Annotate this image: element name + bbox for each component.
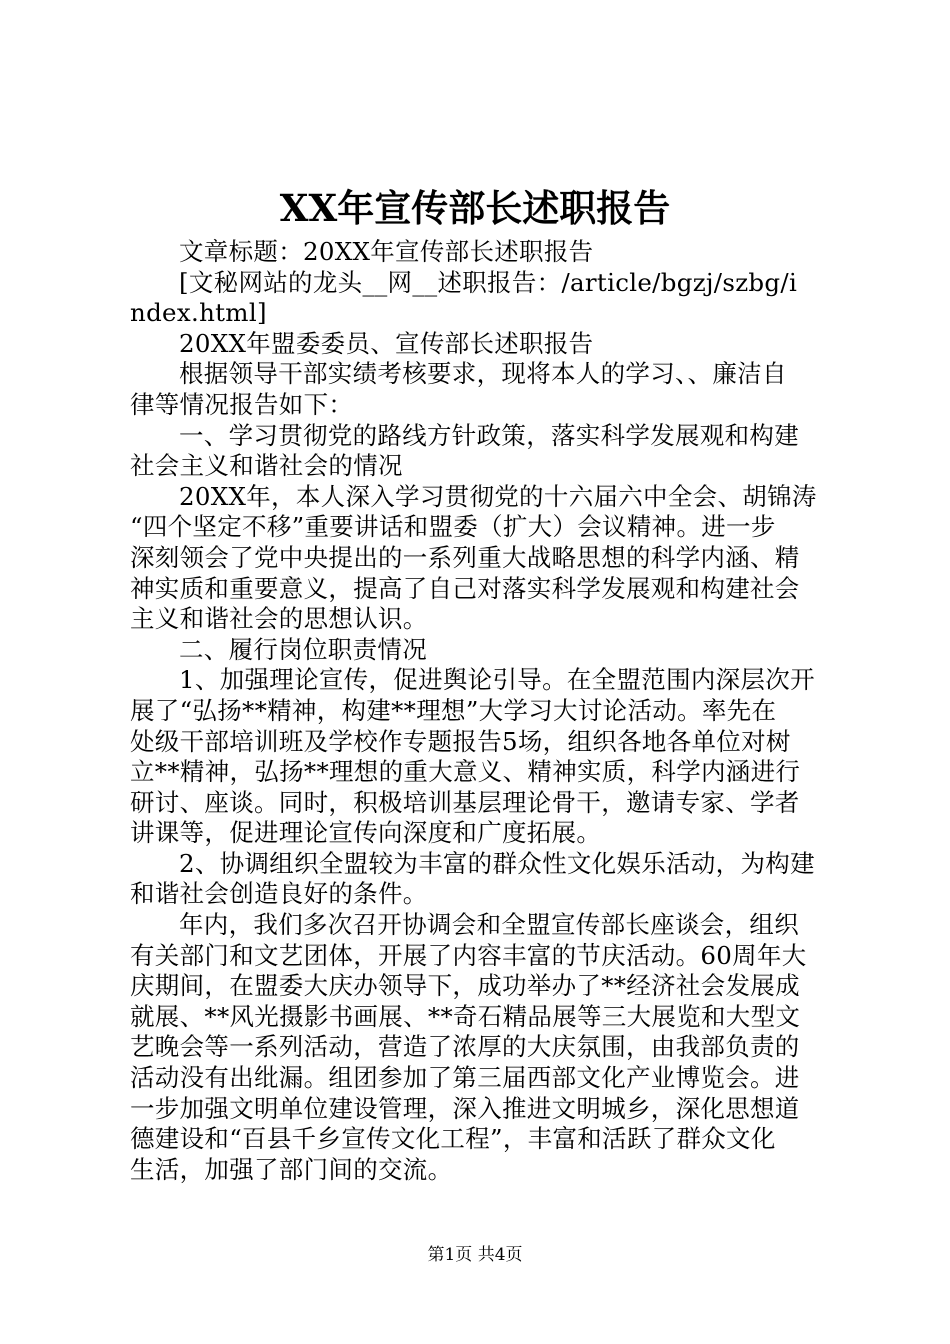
paragraph-line: 处级干部培训班及学校作专题报告5场，组织各地各单位对树 [130,726,791,756]
paragraph-line: 和谐社会创造良好的条件。 [130,879,428,909]
paragraph-line: 展了“弘扬**精神，构建**理想”大学习大讨论活动。率先在 [130,695,777,725]
paragraph-line: 就展、**风光摄影书画展、**奇石精品展等三大展览和大型文 [130,1001,801,1031]
section-heading-line: 二、履行岗位职责情况 [179,634,427,664]
paragraph-line: 德建设和“百县千乡宣传文化工程”，丰富和活跃了群众文化 [130,1124,776,1154]
document-body [130,237,830,1185]
paragraph-line: 主义和谐社会的思想认识。 [130,604,428,634]
paragraph-line: 神实质和重要意义，提高了自己对落实科学发展观和构建社会 [130,573,800,603]
page-footer: 第1页 共4页 [427,1245,523,1265]
paragraph-line: 20XX年，本人深入学习贯彻党的十六届六中全会、胡锦涛 [179,481,817,511]
paragraph-line: 生活，加强了部门间的交流。 [130,1154,453,1184]
paragraph-line: 立**精神，弘扬**理想的重大意义、精神实质，科学内涵进行 [130,757,801,787]
paragraph-line: 艺晚会等一系列活动，营造了浓厚的大庆氛围，由我部负责的 [130,1032,800,1062]
paragraph-line: 2、协调组织全盟较为丰富的群众性文化娱乐活动，为构建 [179,848,815,878]
paragraph-line: 深刻领会了党中央提出的一系列重大战略思想的科学内涵、精 [130,542,800,572]
paragraph-line: 1、加强理论宣传，促进舆论引导。在全盟范围内深层次开 [179,665,815,695]
document-title: XX年宣传部长述职报告 [279,186,671,230]
paragraph-line: 研讨、座谈。同时，积极培训基层理论骨干，邀请专家、学者 [130,787,800,817]
paragraph-line: 活动没有出纰漏。组团参加了第三届西部文化产业博览会。进 [130,1063,800,1093]
section-heading-line-cont: 社会主义和谐社会的情况 [130,451,403,481]
section-heading-line: 一、学习贯彻党的路线方针政策，落实科学发展观和构建 [179,420,799,450]
subtitle-line: 20XX年盟委委员、宣传部长述职报告 [179,328,594,358]
paragraph-line: 一步加强文明单位建设管理，深入推进文明城乡，深化思想道 [130,1093,800,1123]
paragraph-line: “四个坚定不移”重要讲话和盟委（扩大）会议精神。进一步 [130,512,776,542]
paragraph-line: 根据领导干部实绩考核要求，现将本人的学习、、廉洁自 [179,359,787,389]
paragraph-line: 年内，我们多次召开协调会和全盟宣传部长座谈会，组织 [179,910,799,940]
paragraph-line: 有关部门和文艺团体，开展了内容丰富的节庆活动。60周年大 [130,940,807,970]
paragraph-line: 讲课等，促进理论宣传向深度和广度拓展。 [130,818,602,848]
paragraph-line: 律等情况报告如下： [130,389,354,419]
source-link-line: [文秘网站的龙头__网__述职报告：/article/bgzj/szbg/i [179,267,798,297]
paragraph-line: 庆期间，在盟委大庆办领导下，成功举办了**经济社会发展成 [130,971,800,1001]
source-link-line-cont: ndex.html] [130,298,267,328]
article-title-line: 文章标题：20XX年宣传部长述职报告 [179,237,594,266]
